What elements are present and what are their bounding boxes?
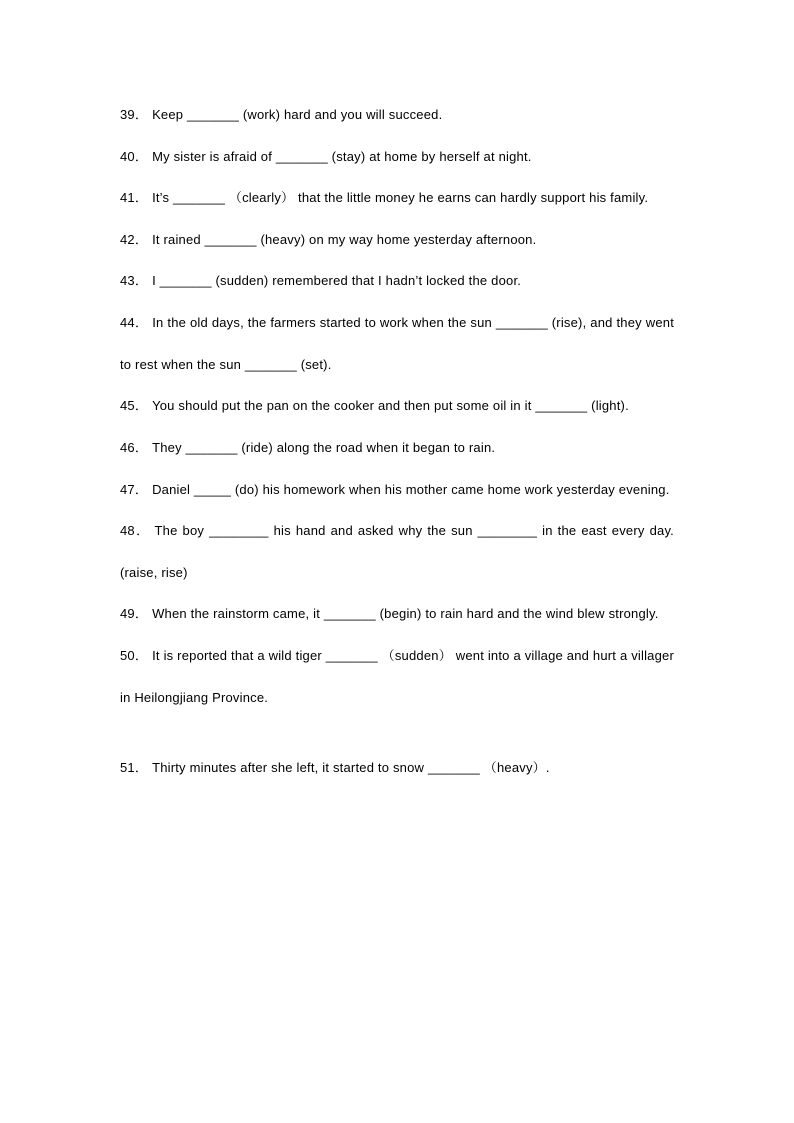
- question-text: Keep _______ (work) hard and you will succeed.: [152, 107, 443, 122]
- question-text: It’s _______ （clearly） that the little money he earns can hardly support his family.: [152, 190, 649, 206]
- question-number: 49．: [120, 606, 149, 622]
- question-number: 46．: [120, 439, 149, 455]
- question-40: [120, 147, 674, 167]
- question-number: 42．: [120, 231, 149, 247]
- question-number: 48．: [120, 523, 151, 539]
- question-44: [120, 302, 674, 385]
- question-number: 51．: [120, 760, 149, 776]
- question-text: The boy ________ his hand and asked why the sun ________ in the east every day. (raise, rise): [120, 523, 674, 580]
- question-text: It rained _______ (heavy) on my way home yesterday afternoon.: [152, 231, 537, 247]
- question-text: In the old days, the farmers started to work when the sun _______ (rise), and they went to rest when the sun _______ (set).: [120, 315, 675, 372]
- question-number: 47．: [120, 481, 149, 497]
- question-text: My sister is afraid of _______ (stay) at home by herself at night.: [152, 148, 532, 164]
- question-text: Daniel _____ (do) his homework when his mother came home work yesterday evening.: [152, 481, 670, 497]
- question-49: [120, 593, 674, 635]
- question-50: [120, 635, 674, 718]
- question-text: You should put the pan on the cooker and then put some oil in it _______ (light).: [152, 398, 629, 414]
- question-text: It is reported that a wild tiger _______ （sudden） went into a village and hurt a villager in Heilongjiang Province.: [120, 647, 674, 705]
- question-42: [120, 230, 674, 250]
- question-41: [120, 177, 674, 219]
- question-number: 43．: [120, 273, 149, 289]
- question-number: 44．: [120, 315, 149, 331]
- question-text: They _______ (ride) along the road when it began to rain.: [152, 439, 496, 455]
- question-text: When the rainstorm came, it _______ (begin) to rain hard and the wind blew strongly.: [152, 606, 659, 622]
- question-46: [120, 438, 674, 458]
- question-text: Thirty minutes after she left, it started to snow _______ （heavy）.: [152, 760, 550, 776]
- question-39: [120, 105, 674, 125]
- question-45: [120, 385, 674, 427]
- question-number: 45．: [120, 398, 149, 414]
- question-47: [120, 469, 674, 511]
- question-51: [120, 758, 674, 778]
- exercise-list: [120, 105, 674, 800]
- question-number: 39．: [120, 107, 149, 122]
- question-number: 50．: [120, 647, 149, 663]
- question-number: 40．: [120, 148, 149, 164]
- question-43: [120, 271, 674, 291]
- question-48: [120, 510, 674, 593]
- question-number: 41．: [120, 190, 149, 206]
- question-text: I _______ (sudden) remembered that I hadn’t locked the door.: [152, 273, 522, 289]
